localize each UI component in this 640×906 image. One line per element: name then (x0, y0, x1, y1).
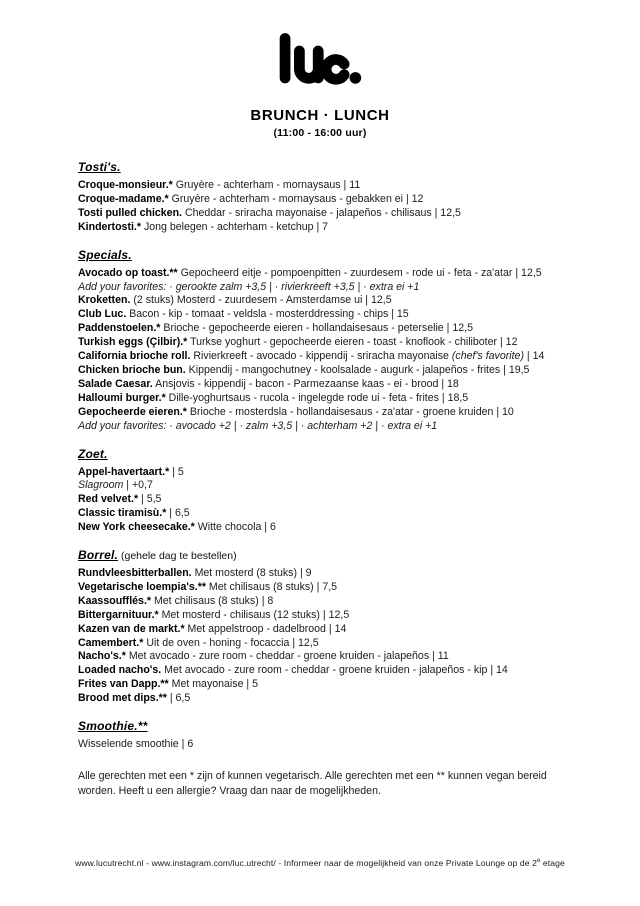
menu-section (78, 548, 562, 706)
menu-item (78, 207, 562, 221)
item-name: Salade Caesar. (78, 377, 153, 390)
item-price: | 5 (243, 678, 258, 691)
item-price: | 18 (438, 377, 459, 390)
menu-item (78, 650, 562, 664)
section-title-text: Zoet. (78, 446, 108, 461)
item-price: | 12 (497, 336, 518, 349)
section-title-text: Specials. (78, 247, 132, 262)
menu-sections (78, 160, 562, 752)
item-price: | 14 (523, 350, 545, 363)
item-name: Rundvleesbitterballen. (78, 567, 192, 580)
item-name: Gepocheerde eieren.* (78, 405, 187, 418)
item-name: Brood met dips.** (78, 692, 167, 705)
section-title-text: Borrel. (78, 548, 119, 563)
item-name: Red velvet.* (78, 493, 139, 506)
item-description: Gruyère - achterham - mornaysaus - gebakken ei (171, 192, 404, 205)
section-title (78, 160, 562, 176)
item-name: Kaassoufflés.* (78, 594, 152, 607)
item-price: | 19,5 (500, 363, 530, 376)
menu-hours: (11:00 - 16:00 uur) (273, 127, 367, 139)
menu-item (78, 336, 562, 350)
item-name: Chicken brioche bun. (78, 363, 186, 376)
item-price: | 6,5 (166, 692, 191, 705)
menu-item (78, 692, 562, 706)
menu-item (78, 364, 562, 378)
item-price: | 5,5 (138, 493, 162, 506)
item-description: Met mosterd (8 stuks) (194, 567, 298, 580)
item-description: Brioche - gepocheerde eieren - hollandaisesaus - peterselie (163, 322, 444, 335)
menu-title: BRUNCH · LUNCH (250, 107, 390, 124)
menu-item (78, 350, 562, 364)
section-items (78, 466, 562, 536)
menu-note-line (78, 479, 562, 493)
item-description: Ansjovis - kippendij - bacon - Parmezaanse kaas - ei - brood (155, 377, 439, 390)
menu-section (78, 719, 562, 752)
item-price: | 15 (388, 308, 409, 321)
section-items (78, 267, 562, 434)
menu-item (78, 637, 562, 651)
item-price: | 14 (325, 622, 347, 635)
menu-note-line (78, 420, 562, 434)
footer-text: www.lucutrecht.nl - www.instagram.com/luc.utrecht/ - Informeer naar de mogelijkheid van onze Private Lounge op de 2 (75, 858, 537, 868)
item-description-italic: (chef's favorite) (451, 350, 524, 363)
item-price: | 10 (493, 405, 514, 418)
item-description: Turkse yoghurt - gepocheerde eieren - toast - knoflook - chiliboter (190, 336, 498, 349)
allergy-footnote: Alle gerechten met een * zijn of kunnen vegetarisch. Alle gerechten met een ** kunnen vegan bereid worden. Heeft u een allergie? Vraag dan naar de mogelijkheden. (78, 770, 547, 797)
menu-item (78, 521, 562, 535)
page-footer (0, 858, 640, 868)
item-description: Dille-yoghurtsaus - rucola - ingelegde rode ui - feta - frites (168, 391, 439, 404)
menu-item (78, 507, 562, 521)
section-title-suffix: (gehele dag te bestellen) (118, 550, 237, 563)
item-description: Gepocheerd eitje - pompoenpitten - zuurdesem - rode ui - feta - za'atar (180, 266, 513, 279)
item-price: | 12 (403, 192, 424, 205)
item-price: | 8 (258, 594, 274, 607)
menu-item (78, 466, 562, 480)
item-description: Jong belegen - achterham - ketchup (143, 220, 314, 233)
item-price: | 9 (297, 567, 312, 580)
menu-item (78, 267, 562, 281)
item-note: Slagroom (78, 479, 124, 492)
item-description: Gruyère - achterham - mornaysaus (175, 179, 341, 191)
item-name: Bittergarnituur.* (78, 608, 159, 621)
item-name: Frites van Dapp.** (78, 678, 169, 691)
menu-item (78, 609, 562, 623)
section-items (78, 179, 562, 235)
menu-section (78, 447, 562, 536)
item-price: | 12,5 (431, 206, 461, 219)
item-description: Brioche - mosterdsla - hollandaisesaus - za'atar - groene kruiden (189, 405, 494, 418)
item-name: Nacho's.* (78, 650, 126, 663)
item-price: | 18,5 (438, 391, 469, 404)
menu-section (78, 160, 562, 235)
item-price: | 7 (313, 220, 329, 233)
item-description: Kippendij - mangochutney - koolsalade - augurk - jalapeños - frites (188, 363, 501, 376)
item-price: | 11 (340, 179, 361, 191)
item-name: Vegetarische loempia's.** (78, 580, 206, 593)
item-name: California brioche roll. (78, 350, 191, 363)
section-title (78, 719, 562, 735)
section-title (78, 548, 562, 564)
item-description: Met avocado - zure room - cheddar - groene kruiden - jalapeños - kip (164, 664, 488, 677)
item-name: Avocado op toast.** (78, 266, 178, 279)
menu-item (78, 595, 562, 609)
item-name: Tosti pulled chicken. (78, 206, 182, 219)
item-description: Wisselende smoothie (78, 738, 179, 751)
item-price: | 12,5 (443, 322, 473, 335)
section-title-text: Smoothie.** (78, 719, 148, 734)
item-price: | 14 (487, 664, 508, 677)
section-title-text: Tosti's. (78, 160, 121, 174)
item-name: Appel-havertaart.* (78, 465, 170, 478)
item-price: | 12,5 (512, 266, 542, 279)
item-description: Met mosterd - chilisaus (12 stuks) (161, 608, 320, 621)
menu-item (78, 378, 562, 392)
item-name: Paddenstoelen.* (78, 322, 161, 335)
masthead (78, 26, 562, 139)
item-price: | 12,5 (319, 608, 350, 621)
menu-item (78, 322, 562, 336)
item-price: | 11 (429, 650, 449, 663)
item-description: Met chilisaus (8 stuks) (208, 580, 314, 593)
menu-item (78, 221, 562, 235)
footer-text-end: etage (540, 858, 565, 868)
item-name: Kazen van de markt.* (78, 622, 185, 635)
item-name: Loaded nacho's. (78, 664, 162, 677)
menu-section (78, 248, 562, 434)
item-name: Classic tiramisù.* (78, 507, 167, 520)
item-price: | +0,7 (123, 479, 153, 492)
menu-item (78, 493, 562, 507)
section-title (78, 248, 562, 264)
menu-item (78, 567, 562, 581)
item-name: New York cheesecake.* (78, 521, 195, 534)
menu-item (78, 308, 562, 322)
item-description: Met avocado - zure room - cheddar - groene kruiden - jalapeños (128, 650, 430, 663)
item-name: Croque-monsieur.* (78, 179, 173, 191)
item-price: | 6,5 (166, 507, 190, 520)
section-items (78, 738, 562, 752)
item-name: Turkish eggs (Çilbir).* (78, 336, 188, 349)
menu-item (78, 406, 562, 420)
menu-item (78, 678, 562, 692)
item-description: Uit de oven - honing - focaccia (146, 636, 290, 649)
item-description: Witte chocola (197, 521, 262, 534)
menu-item (78, 392, 562, 406)
item-description: Met chilisaus (8 stuks) (153, 594, 259, 607)
item-price: | 5 (169, 465, 184, 478)
luc-logo (277, 32, 363, 88)
menu-item (78, 581, 562, 595)
item-description: Rivierkreeft - avocado - kippendij - sriracha mayonaise (193, 350, 449, 363)
item-note: Add your favorites: · gerookte zalm +3,5 | · rivierkreeft +3,5 | · extra ei +1 (78, 280, 420, 293)
item-note: Add your favorites: · avocado +2 | · zalm +3,5 | · achterham +2 | · extra ei +1 (78, 419, 438, 432)
menu-note-line (78, 281, 562, 295)
item-description: Met mayonaise (171, 678, 244, 691)
item-price: | 6 (178, 738, 194, 751)
menu-item (78, 193, 562, 207)
menu-item (78, 664, 562, 678)
item-description: Bacon - kip - tomaat - veldsla - mosterddressing - chips (129, 308, 389, 321)
item-name: Club Luc. (78, 308, 127, 321)
luc-logo-icon (277, 32, 363, 88)
item-price: | 12,5 (362, 294, 392, 307)
item-description: Met appelstroop - dadelbrood (187, 622, 326, 635)
item-name: Halloumi burger.* (78, 391, 166, 404)
menu-item (78, 738, 562, 752)
section-items (78, 567, 562, 706)
item-name: Camembert.* (78, 636, 144, 649)
section-title (78, 447, 562, 463)
item-name: Kroketten. (78, 294, 131, 307)
item-name: Croque-madame.* (78, 192, 169, 205)
item-price: | 12,5 (289, 636, 319, 649)
menu-item (78, 179, 562, 193)
item-price: | 7,5 (313, 580, 338, 593)
menu-item (78, 623, 562, 637)
footer-superscript: e (537, 858, 541, 865)
item-price: | 6 (261, 521, 276, 534)
item-description: Cheddar - sriracha mayonaise - jalapeños - chilisaus (184, 206, 432, 219)
item-description: (2 stuks) Mosterd - zuurdesem - Amsterdamse ui (133, 294, 363, 307)
item-name: Kindertosti.* (78, 220, 141, 233)
menu-item (78, 294, 562, 308)
